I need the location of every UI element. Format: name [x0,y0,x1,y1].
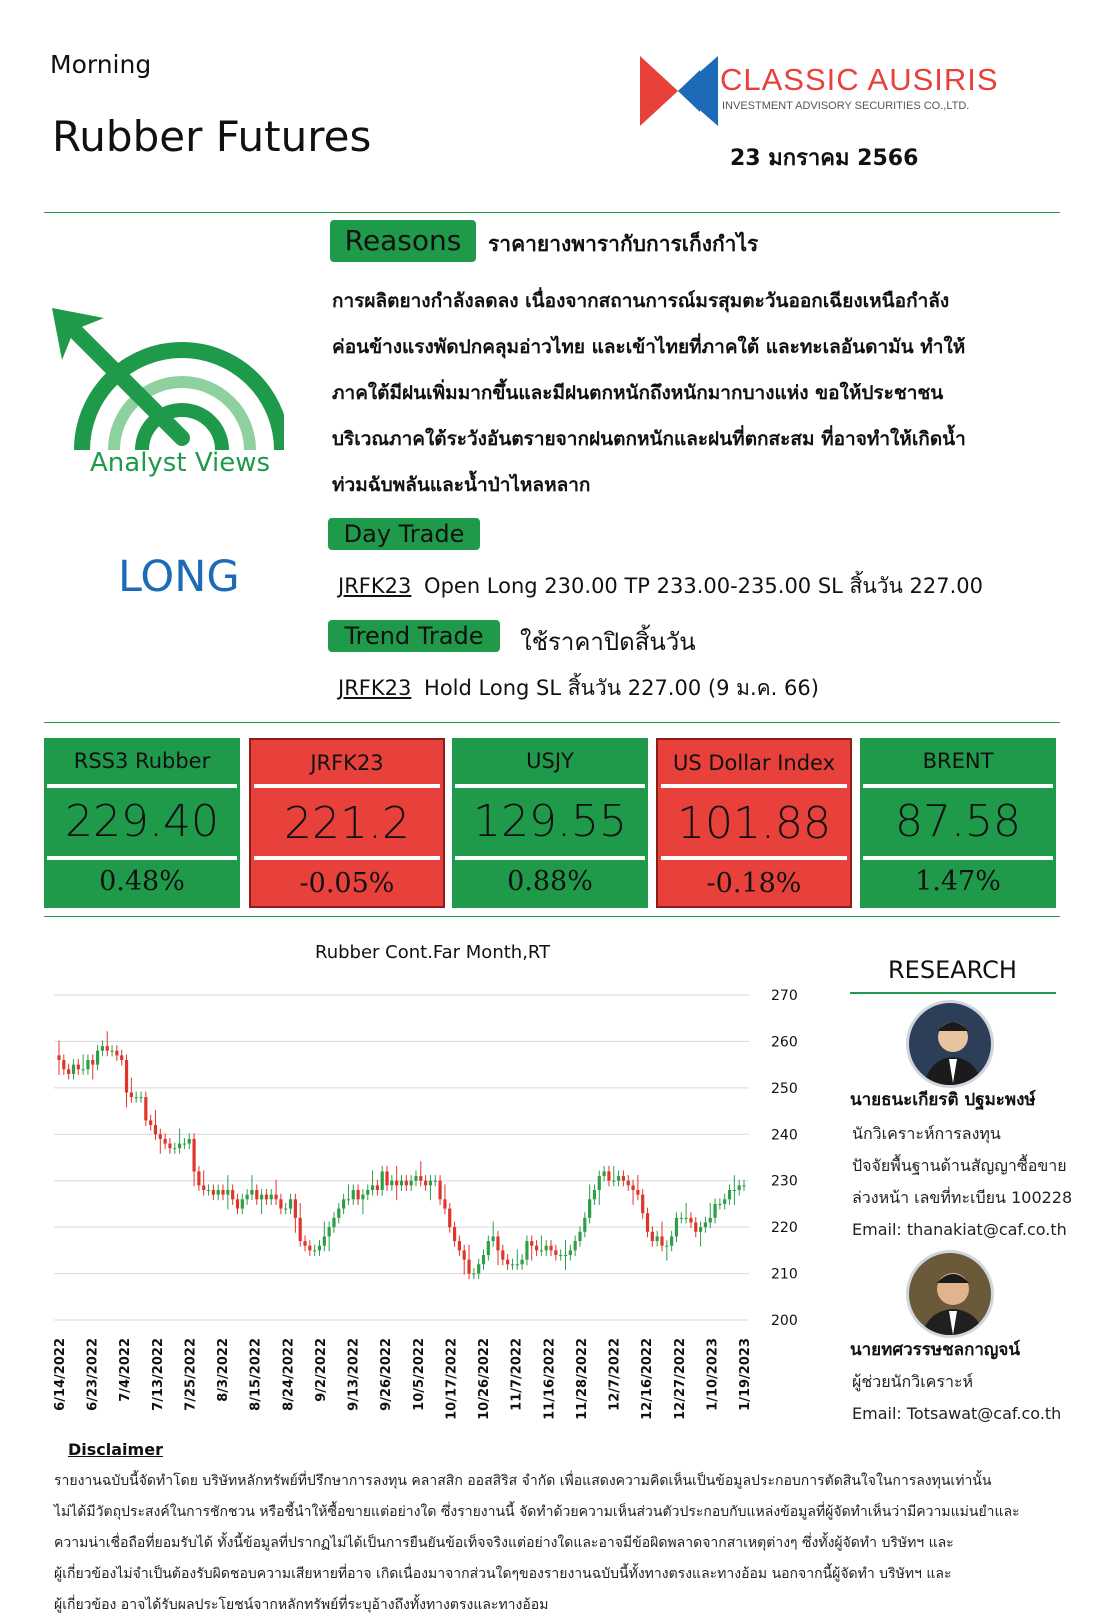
x-tick-label: 10/17/2022 [444,1338,460,1420]
candle-body [135,1097,138,1098]
candle-body [438,1181,441,1200]
candle-body [356,1190,359,1199]
ticker-change: -0.05% [299,868,395,899]
ticker-label: JRFK23 [310,751,384,775]
candle-body [342,1199,345,1208]
candle-body [303,1241,306,1246]
brand-name: CLASSIC AUSIRIS [720,62,999,97]
candle-body [559,1255,562,1256]
candle-body [149,1120,152,1125]
x-tick-label: 7/25/2022 [183,1338,199,1411]
x-tick-label: 8/15/2022 [248,1338,264,1411]
candle-body [241,1199,244,1208]
disclaimer-line: ความน่าเชื่อถือที่ยอมรับได้ ทั้งนี้ข้อมูลที่ปรากฏไม่ได้เป็นการยืนยันข้อเท็จจริงแต่อย่างใดและอาจมีข้อผิดพลาดจากสาเหตุต่างๆ ซึ่งทั้งผู้จัดทำ บริษัทฯ และ [54,1535,954,1551]
candle-body [564,1255,567,1256]
candle-body [159,1134,162,1139]
ticker-separator [863,784,1053,788]
candle-body [520,1260,523,1265]
candle-body [641,1195,644,1214]
candle-body [332,1218,335,1227]
y-tick-label: 250 [771,1080,798,1097]
candle-body [164,1139,167,1144]
candle-body [110,1051,113,1052]
candle-body [173,1148,176,1149]
candle-body [448,1209,451,1228]
candle-body [738,1185,741,1190]
y-tick-label: 230 [771,1173,798,1190]
candle-body [482,1255,485,1264]
candle-body [183,1144,186,1145]
candle-body [246,1195,249,1200]
x-tick-label: 6/23/2022 [85,1338,101,1411]
candle-body [86,1060,89,1069]
candle-body [496,1236,499,1250]
candle-body [593,1190,596,1199]
candle-body [578,1232,581,1241]
candle-body [405,1181,408,1186]
candle-body [376,1185,379,1190]
candle-body [414,1176,417,1181]
candle-body [617,1176,620,1181]
ticker-value: 221.2 [284,798,410,849]
candle-body [91,1060,94,1065]
candle-body [217,1190,220,1195]
y-tick-label: 210 [771,1266,798,1283]
disclaimer-line: ผู้เกี่ยวข้อง อาจได้รับผลประโยชน์จากหลักทรัพย์ที่ระบุอ้างถึงทั้งทางตรงและทางอ้อม [54,1597,549,1613]
candle-body [265,1195,268,1200]
candle-body [636,1190,639,1195]
candle-body [598,1176,601,1190]
analyst-email[interactable]: Email: thanakiat@caf.co.th [852,1220,1067,1239]
trend-trade-line [338,672,819,705]
research-heading: RESEARCH [888,956,1017,984]
ticker-change: 0.48% [99,866,185,897]
trend-trade-text: Hold Long SL สิ้นวัน 227.00 (9 ม.ค. 66) [424,676,819,700]
page-title: Rubber Futures [52,112,372,161]
candle-body [67,1069,70,1074]
candle-body [289,1199,292,1208]
trend-trade-symbol[interactable]: JRFK23 [338,676,412,700]
ticker-value: 101.88 [677,798,831,849]
ticker-label: US Dollar Index [672,751,836,775]
ticker-box-brent [860,738,1056,908]
day-trade-line [338,570,983,603]
reasons-tag: Reasons [330,220,476,262]
ticker-value: 229.40 [65,796,219,847]
day-trade-text: Open Long 230.00 TP 233.00-235.00 SL สิ้นวัน 227.00 [424,574,984,598]
candle-body [390,1181,393,1186]
candle-body [443,1199,446,1208]
x-tick-label: 10/5/2022 [411,1338,427,1411]
candle-body [627,1181,630,1186]
candle-body [554,1250,557,1255]
candle-body [207,1190,210,1191]
x-tick-label: 11/28/2022 [574,1338,590,1420]
ticker-box-usjy [452,738,648,908]
candle-body [549,1246,552,1251]
candle-body [472,1274,475,1275]
ticker-label: USJY [526,749,574,773]
candle-body [651,1232,654,1241]
candle-body [622,1176,625,1181]
candle-body [279,1199,282,1208]
brand-logo [640,56,1080,126]
candle-body [226,1190,229,1195]
candle-body [400,1181,403,1186]
ticker-change: -0.18% [706,868,802,899]
trend-trade-note: ใช้ราคาปิดสิ้นวัน [520,628,696,656]
x-tick-label: 11/7/2022 [509,1338,525,1411]
analyst-details [852,1118,1072,1246]
disclaimer-line: ผู้เกี่ยวข้องไม่จำเป็นต้องรับผิดชอบความเสียหายที่อาจ เกิดเนื่องมาจากส่วนใดๆของรายงานฉบับนี้ทั้งทางตรงและทางอ้อม นอกจากนี้ผู้จัดทำ บริษัทฯ และ [54,1566,952,1582]
analyst-views-label: Analyst Views [90,448,271,478]
x-tick-label: 12/16/2022 [640,1338,656,1420]
candle-body [733,1190,736,1191]
candle-body [385,1171,388,1185]
candle-body [212,1190,215,1195]
ticker-separator [661,856,847,860]
candle-body [139,1097,142,1098]
candle-body [660,1236,663,1245]
candle-body [168,1144,171,1149]
candle-body [419,1176,422,1181]
candle-body [742,1185,745,1186]
candle-body [501,1250,504,1259]
candle-body [429,1181,432,1186]
ticker-separator [47,784,237,788]
ticker-label: RSS3 Rubber [73,749,211,773]
candle-body [545,1246,548,1251]
candle-body [125,1060,128,1093]
x-tick-label: 9/2/2022 [313,1338,329,1402]
day-trade-symbol[interactable]: JRFK23 [338,574,412,598]
candle-body [506,1260,509,1265]
x-tick-label: 11/16/2022 [542,1338,558,1420]
candle-body [381,1171,384,1190]
x-tick-label: 1/10/2023 [705,1338,721,1411]
stance-label: LONG [118,552,240,602]
candle-body [685,1218,688,1219]
candle-body [82,1069,85,1070]
candle-body [574,1241,577,1250]
candle-body [323,1236,326,1245]
candle-body [434,1181,437,1182]
ticker-value: 87.58 [895,796,1021,847]
candle-body [299,1218,302,1241]
trend-trade-tag: Trend Trade [328,620,500,652]
candle-body [361,1195,364,1200]
candle-body [704,1223,707,1228]
candle-body [492,1236,495,1241]
reasons-line: ภาคใต้มีฝนเพิ่มมากขึ้นและมีฝนตกหนักถึงหนักมากบางแห่ง ขอให้ประชาชน [332,382,944,404]
ticker-change: 1.47% [915,866,1001,897]
candle-body [709,1218,712,1223]
x-tick-label: 8/24/2022 [281,1338,297,1411]
candle-body [328,1227,331,1236]
research-underline [850,992,1056,994]
candle-body [236,1199,239,1208]
y-tick-label: 270 [771,988,798,1004]
candle-body [318,1246,321,1251]
candle-body [371,1185,374,1190]
analyst-views-logo [44,300,284,490]
target-arrow-icon [44,300,284,460]
candle-body [588,1199,591,1218]
candle-body [221,1190,224,1195]
y-tick-label: 240 [771,1127,798,1144]
ticker-box-dxy [656,738,852,908]
candle-body [188,1139,191,1144]
candle-body [569,1250,572,1255]
candle-body [250,1190,253,1195]
candle-body [255,1190,258,1199]
analyst-email[interactable]: Email: Totsawat@caf.co.th [852,1404,1062,1423]
disclaimer-title: Disclaimer [68,1440,163,1459]
candle-body [96,1051,99,1065]
candle-body [62,1060,65,1069]
candle-body [463,1250,466,1259]
reasons-line: การผลิตยางกำลังลดลง เนื่องจากสถานการณ์มรสุมตะวันออกเฉียงเหนือกำลัง [332,290,950,312]
reasons-line: บริเวณภาคใต้ระวังอันตรายจากฝนตกหนักและฝนที่ตกสะสม ที่อาจทำให้เกิดน้ำ [332,428,966,450]
candle-body [607,1171,610,1180]
candle-body [395,1181,398,1186]
report-date: 23 มกราคม 2566 [730,146,919,171]
candle-body [728,1190,731,1199]
candle-body [274,1195,277,1200]
analyst-detail-line: นักวิเคราะห์การลงทุน [852,1124,1001,1143]
candle-body [530,1241,533,1246]
candle-body [337,1209,340,1218]
x-tick-label: 6/14/2022 [53,1338,68,1411]
x-tick-label: 9/26/2022 [379,1338,395,1411]
candle-body [603,1171,606,1176]
x-tick-label: 1/19/2023 [738,1338,753,1411]
candle-body [689,1218,692,1223]
candle-body [231,1190,234,1199]
candle-body [192,1139,195,1172]
candle-body [308,1246,311,1251]
person-icon [909,1253,994,1338]
avatar [906,1250,994,1338]
candle-body [270,1195,273,1200]
candle-body [453,1227,456,1241]
candle-body [656,1236,659,1241]
candle-body [294,1199,297,1218]
candle-body [77,1065,80,1070]
time-label: Morning [50,50,152,79]
candle-body [631,1185,634,1190]
analyst-details [852,1366,1061,1430]
analyst-detail-line: ผู้ช่วยนักวิเคราะห์ [852,1372,974,1391]
candle-body [284,1209,287,1210]
candle-body [313,1250,316,1251]
candle-body [723,1199,726,1204]
reasons-line: ท่วมฉับพลันและน้ำป่าไหลหลาก [332,474,591,496]
brand-logo-icon [640,56,718,126]
candle-body [366,1190,369,1195]
reasons-line: ค่อนข้างแรงพัดปกคลุมอ่าวไทย และเข้าไทยที่ภาคใต้ และทะเลอันดามัน ทำให้ [332,336,966,358]
ticker-value: 129.55 [473,796,627,847]
ticker-change: 0.88% [507,866,593,897]
disclaimer-line: รายงานฉบับนี้จัดทำโดย บริษัทหลักทรัพย์ที่ปรึกษาการลงทุน คลาสสิก ออสสิริส จำกัด เพื่อแสดงความคิดเห็นเป็นข้อมูลประกอบการตัดสินใจในการลงทุนเท่านั้น [54,1473,992,1489]
avatar [906,1000,994,1088]
analyst-name: นายทศวรรษชลกาญจน์ [850,1340,1020,1360]
analyst-detail-line: ปัจจัยพื้นฐานด้านสัญญาซื้อขาย [852,1156,1067,1175]
day-trade-tag: Day Trade [328,518,480,550]
candle-body [487,1241,490,1255]
divider [44,212,1060,213]
disclaimer-body [54,1466,1084,1621]
candle-body [670,1236,673,1245]
disclaimer-line: ไม่ได้มีวัตถุประสงค์ในการชักชวน หรือชี้นำให้ซื้อขายแต่อย่างใด ซึ่งรายงานนี้ จัดทำด้วยความเห็นส่วนตัวประกอบกับแหล่งข้อมูลที่ผู้จัดทำเห็นว่ามีความแม่นยำและ [54,1504,1020,1520]
candle-body [57,1055,60,1060]
y-tick-label: 260 [771,1034,798,1051]
ticker-label: BRENT [922,749,994,773]
y-tick-label: 220 [771,1220,798,1237]
candle-body [154,1125,157,1134]
y-tick-label: 200 [771,1313,798,1329]
ticker-separator [661,784,847,788]
ticker-box-jrfk23 [249,738,445,908]
candle-body [516,1264,519,1265]
ticker-box-rss3 [44,738,240,908]
candle-body [115,1051,118,1056]
analyst-detail-line: ล่วงหน้า เลขที่ทะเบียน 100228 [852,1188,1073,1207]
reasons-body [332,278,1062,508]
x-tick-label: 7/4/2022 [118,1338,134,1402]
candle-body [511,1264,514,1265]
candle-body [713,1204,716,1218]
candle-body [347,1199,350,1200]
brand-sub: INVESTMENT ADVISORY SECURITIES CO.,LTD. [722,100,970,112]
x-tick-label: 10/26/2022 [477,1338,493,1420]
x-tick-label: 7/13/2022 [150,1338,166,1411]
divider [44,916,1060,917]
candle-body [467,1260,470,1274]
candle-body [665,1246,668,1247]
candle-body [260,1195,263,1200]
candle-body [352,1190,355,1199]
candle-body [583,1218,586,1232]
candle-body [106,1046,109,1051]
candle-body [540,1250,543,1251]
x-tick-label: 12/7/2022 [607,1338,623,1411]
candle-body [178,1144,181,1149]
candle-body [144,1097,147,1120]
candle-body [694,1223,697,1232]
candle-body [101,1046,104,1051]
candle-body [477,1264,480,1273]
candle-body [535,1246,538,1251]
candle-body [197,1171,200,1185]
chart-title: Rubber Cont.Far Month,RT [315,942,551,963]
candle-body [680,1218,683,1219]
candle-body [120,1055,123,1060]
candle-body [699,1227,702,1232]
x-tick-label: 8/3/2022 [216,1338,232,1402]
candle-body [202,1185,205,1190]
reasons-headline: ราคายางพารากับการเก็งกำไร [488,232,759,256]
divider [44,722,1060,723]
person-icon [909,1003,994,1088]
rubber-price-chart [44,975,824,1435]
analyst-name: นายธนะเกียรติ ปฐมะพงษ์ [850,1090,1036,1110]
candle-body [675,1218,678,1237]
candle-body [525,1241,528,1260]
candle-body [410,1181,413,1186]
ticker-separator [254,784,440,788]
candle-body [72,1065,75,1074]
candle-body [718,1204,721,1205]
candle-body [612,1181,615,1182]
ticker-separator [254,856,440,860]
candle-body [424,1181,427,1186]
ticker-separator [455,784,645,788]
candle-body [130,1093,133,1098]
x-tick-label: 12/27/2022 [672,1338,688,1420]
x-tick-label: 9/13/2022 [346,1338,362,1411]
candle-body [646,1213,649,1232]
candle-body [458,1241,461,1250]
